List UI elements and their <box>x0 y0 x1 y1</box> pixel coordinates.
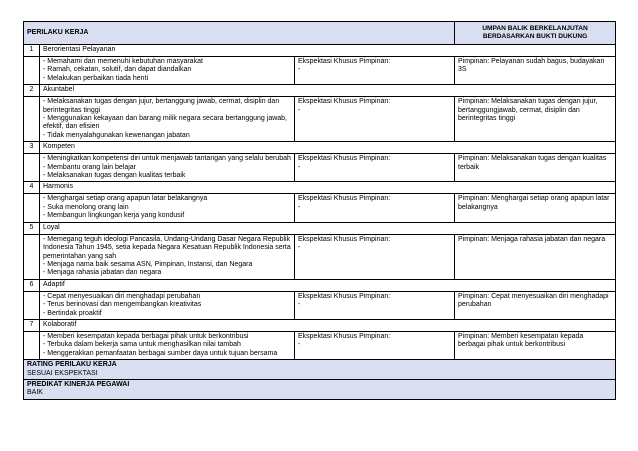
section-number: 2 <box>24 85 40 97</box>
behavior-line: - Tidak menyalahgunakan kewenangan jabatan <box>43 131 190 139</box>
behavior-line: - Suka menolong orang lain <box>43 203 129 211</box>
rating-perilaku-kerja-row <box>24 360 616 380</box>
section-feedback <box>455 331 616 359</box>
behavior-line: - Memegang teguh ideologi Pancasila, Undang-Undang Dasar Negara Republik <box>43 235 291 243</box>
expectation-value: - <box>298 301 301 309</box>
section-detail-row <box>24 97 616 142</box>
section-feedback <box>455 154 616 182</box>
section-title-row <box>24 142 616 154</box>
rating-perilaku-kerja-label: RATING PERILAKU KERJA <box>27 361 117 369</box>
section-behaviors <box>40 97 295 142</box>
table-body <box>24 22 616 400</box>
section-number-spacer <box>24 291 40 319</box>
section-title: Kolaboratif <box>40 319 616 331</box>
behavior-line: - Melaksanakan tugas dengan kualitas terbaik <box>43 172 186 180</box>
expectation-label: Ekspektasi Khusus Pimpinan: <box>298 155 391 163</box>
expectation-value: - <box>298 66 301 74</box>
expectation-label: Ekspektasi Khusus Pimpinan: <box>298 332 391 340</box>
expectation-label: Ekspektasi Khusus Pimpinan: <box>298 98 391 106</box>
behavior-line: - Membangun lingkungan kerja yang kondusif <box>43 212 185 220</box>
feedback-text: Pimpinan: Cepat menyesuaikan diri menghadapi perubahan <box>458 292 609 309</box>
expectation-label: Ekspektasi Khusus Pimpinan: <box>298 195 391 203</box>
rating-perilaku-kerja-value: SESUAI EKSPEKTASI <box>27 369 98 377</box>
section-detail-row <box>24 194 616 222</box>
performance-table <box>23 21 616 400</box>
section-behaviors <box>40 331 295 359</box>
feedback-text: Pimpinan: Melaksanakan tugas dengan kualitas terbaik <box>458 155 607 171</box>
expectation-value: - <box>298 163 301 171</box>
predikat-kinerja-pegawai-row <box>24 379 616 399</box>
section-detail-row <box>24 291 616 319</box>
behavior-line: - Cepat menyesuaikan diri menghadapi perubahan <box>43 292 201 300</box>
feedback-text: Pimpinan: Pelayanan sudah bagus, budayakan 3S <box>458 58 605 74</box>
section-number-spacer <box>24 57 40 85</box>
section-expectation <box>295 331 455 359</box>
behavior-line: - Menggerakkan pemanfaatan berbagai sumber daya untuk tujuan bersama <box>43 349 278 357</box>
section-title: Harmonis <box>40 182 616 194</box>
section-title-row <box>24 279 616 291</box>
feedback-text: Pimpinan: Menjaga rahasia jabatan dan negara <box>458 235 606 243</box>
section-title-row <box>24 85 616 97</box>
section-expectation <box>295 194 455 222</box>
expectation-value: - <box>298 106 301 114</box>
section-expectation <box>295 154 455 182</box>
behavior-line: - Ramah, cekatan, solutif, dan dapat diandalkan <box>43 66 192 74</box>
behavior-line: - Melakukan perbaikan tiada henti <box>43 74 149 82</box>
behavior-line: - Menjaga rahasia jabatan dan negara <box>43 269 162 277</box>
header-perilaku-kerja: PERILAKU KERJA <box>24 22 455 45</box>
section-feedback <box>455 291 616 319</box>
section-behaviors <box>40 57 295 85</box>
section-number: 3 <box>24 142 40 154</box>
section-detail-row <box>24 331 616 359</box>
section-feedback <box>455 97 616 142</box>
rating-perilaku-kerja-cell <box>24 360 616 380</box>
header-umpan-balik-line2: BERDASARKAN BUKTI DUKUNG <box>482 33 588 40</box>
section-detail-row <box>24 234 616 279</box>
behavior-line: - Menggunakan kekayaan dan barang milik negara secara bertanggung jawab, <box>43 115 287 123</box>
section-title: Berorientasi Pelayanan <box>40 45 616 57</box>
behavior-line: - Menjaga nama baik sesama ASN, Pimpinan, Instansi, dan Negara <box>43 260 253 268</box>
behavior-line: - Terus berinovasi dan mengembangkan kreativitas <box>43 301 202 309</box>
section-number-spacer <box>24 154 40 182</box>
section-expectation <box>295 291 455 319</box>
header-umpan-balik <box>455 22 616 45</box>
section-feedback <box>455 57 616 85</box>
expectation-value: - <box>298 244 301 252</box>
expectation-value: - <box>298 341 301 349</box>
section-number: 1 <box>24 45 40 57</box>
section-title-row <box>24 45 616 57</box>
section-title-row <box>24 222 616 234</box>
section-number-spacer <box>24 234 40 279</box>
feedback-text: Pimpinan: Melaksanakan tugas dengan jujur, bertanggungjawab, cermat, disiplin dan berintegritas tinggi <box>458 98 598 123</box>
predikat-kinerja-pegawai-cell <box>24 379 616 399</box>
feedback-text: Pimpinan: Memberi kesempatan kepada berbagai pihak untuk berkontribusi <box>458 332 584 349</box>
section-number-spacer <box>24 331 40 359</box>
section-expectation <box>295 57 455 85</box>
section-number: 5 <box>24 222 40 234</box>
table-header-row <box>24 22 616 45</box>
behavior-line: - Membantu orang lain belajar <box>43 163 136 171</box>
expectation-label: Ekspektasi Khusus Pimpinan: <box>298 235 391 243</box>
behavior-line: Indonesia Tahun 1945, setia kepada Negara Kesatuan Republik Indonesia serta <box>43 244 291 252</box>
section-title-row <box>24 319 616 331</box>
section-detail-row <box>24 57 616 85</box>
section-behaviors <box>40 234 295 279</box>
behavior-line: - Meningkatkan kompetensi diri untuk menjawab tantangan yang selalu berubah <box>43 155 291 163</box>
predikat-kinerja-pegawai-value: BAIK <box>27 389 43 397</box>
section-feedback <box>455 194 616 222</box>
section-number-spacer <box>24 194 40 222</box>
behavior-line: berintegritas tinggi <box>43 106 101 114</box>
behavior-line: - Memahami dan memenuhi kebutuhan masyarakat <box>43 58 203 65</box>
behavior-line: - Menghargai setiap orang apapun latar belakangnya <box>43 195 208 203</box>
feedback-text: Pimpinan: Menghargai setiap orang apapun latar belakangnya <box>458 195 610 211</box>
section-number: 6 <box>24 279 40 291</box>
section-behaviors <box>40 154 295 182</box>
header-umpan-balik-line1: UMPAN BALIK BERKELANJUTAN <box>482 25 588 33</box>
section-number-spacer <box>24 97 40 142</box>
behavior-line: - Memberi kesempatan kepada berbagai pihak untuk berkontribusi <box>43 332 249 340</box>
section-behaviors <box>40 291 295 319</box>
section-expectation <box>295 234 455 279</box>
predikat-kinerja-pegawai-label: PREDIKAT KINERJA PEGAWAI <box>27 380 130 388</box>
section-title: Kompeten <box>40 142 616 154</box>
behavior-line: - Melaksanakan tugas dengan jujur, bertanggung jawab, cermat, disiplin dan <box>43 98 280 106</box>
expectation-label: Ekspektasi Khusus Pimpinan: <box>298 292 391 300</box>
section-title-row <box>24 182 616 194</box>
behavior-line: - Bertindak proaktif <box>43 309 102 317</box>
section-title: Akuntabel <box>40 85 616 97</box>
section-detail-row <box>24 154 616 182</box>
section-title: Adaptif <box>40 279 616 291</box>
behavior-line: - Terbuka dalam bekerja sama untuk menghasilkan nilai tambah <box>43 341 241 349</box>
section-expectation <box>295 97 455 142</box>
section-feedback <box>455 234 616 279</box>
behavior-line: pemerintahan yang sah <box>43 252 117 260</box>
section-number: 4 <box>24 182 40 194</box>
expectation-value: - <box>298 203 301 211</box>
section-behaviors <box>40 194 295 222</box>
section-number: 7 <box>24 319 40 331</box>
section-title: Loyal <box>40 222 616 234</box>
expectation-label: Ekspektasi Khusus Pimpinan: <box>298 58 391 65</box>
behavior-line: efektif, dan efisien <box>43 123 100 131</box>
